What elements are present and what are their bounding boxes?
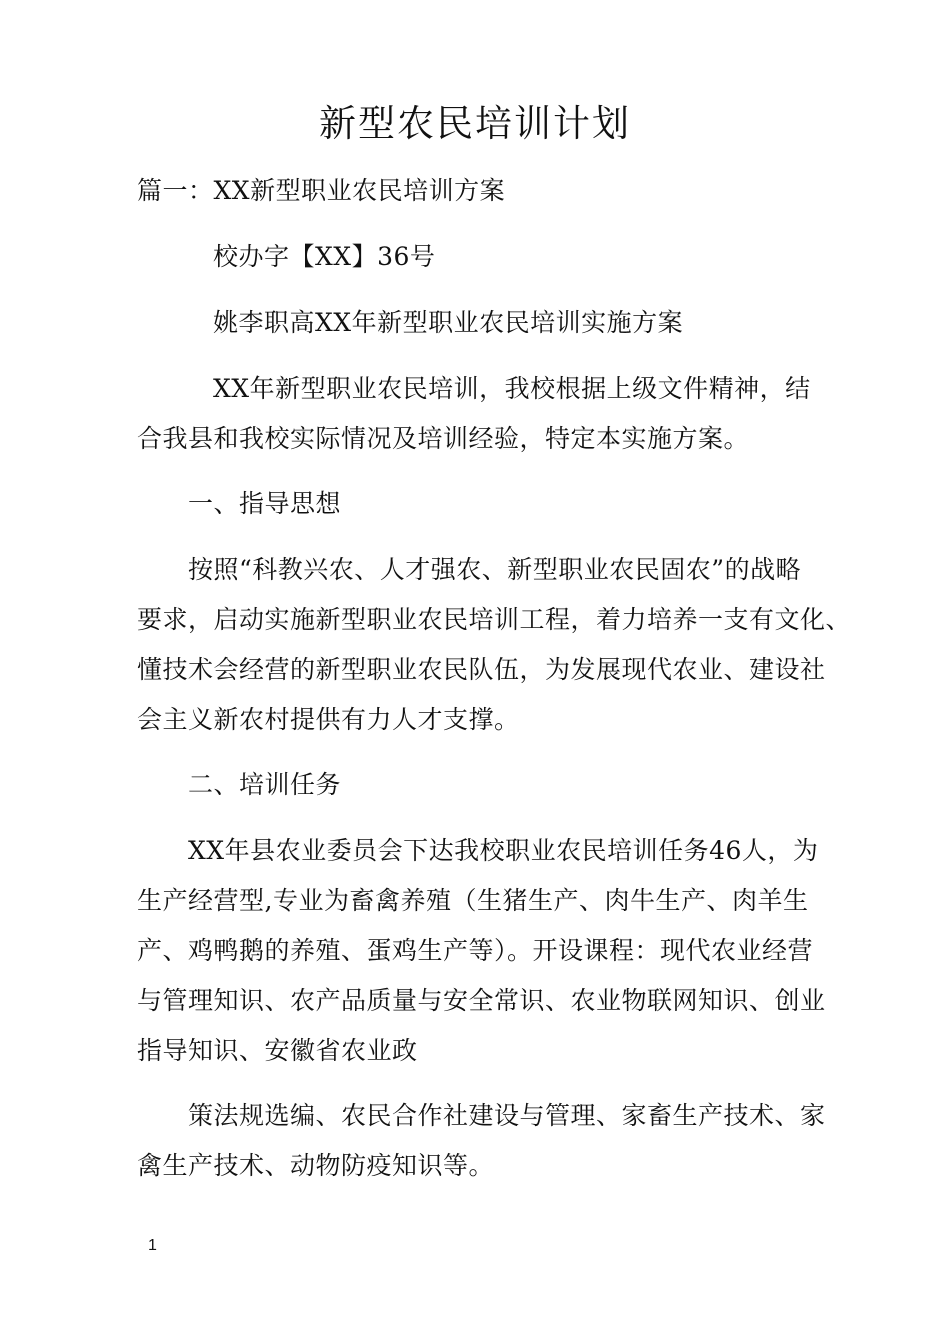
paragraph-line: 按照“科教兴农、人才强农、新型职业农民固农”的战略 (188, 555, 802, 584)
paragraph-line: 篇一：XX新型职业农民培训方案 (137, 176, 506, 205)
section-heading: 二、培训任务 (188, 770, 342, 799)
paragraph-line: 会主义新农村提供有力人才支撑。 (137, 705, 520, 734)
paragraph-line: 与管理知识、农产品质量与安全常识、农业物联网知识、创业 (137, 986, 826, 1015)
paragraph-line: 生产经营型,专业为畜禽养殖（生猪生产、肉牛生产、肉羊生 (137, 886, 809, 915)
paragraph-line: 禽生产技术、动物防疫知识等。 (137, 1151, 495, 1180)
paragraph-line: 产、鸡鸭鹅的养殖、蛋鸡生产等）。开设课程：现代农业经营 (137, 936, 814, 965)
document-title: 新型农民培训计划 (319, 102, 631, 145)
paragraph-line: 要求，启动实施新型职业农民培训工程，着力培养一支有文化、 (137, 605, 852, 634)
section-heading: 一、指导思想 (188, 489, 342, 518)
paragraph-line: XX年新型职业农民培训，我校根据上级文件精神，结 (213, 374, 811, 403)
paragraph-line: XX年县农业委员会下达我校职业农民培训任务46人，为 (188, 836, 819, 865)
page-number: 1 (148, 1237, 157, 1254)
paragraph-line: 策法规选编、农民合作社建设与管理、家畜生产技术、家 (188, 1101, 826, 1130)
paragraph-line: 懂技术会经营的新型职业农民队伍，为发展现代农业、建设社 (137, 655, 826, 684)
paragraph-line: 指导知识、安徽省农业政 (137, 1036, 418, 1065)
paragraph-line: 合我县和我校实际情况及培训经验，特定本实施方案。 (137, 424, 750, 453)
paragraph-line: 姚李职高XX年新型职业农民培训实施方案 (213, 308, 684, 337)
paragraph-line: 校办字【XX】36号 (213, 242, 436, 271)
